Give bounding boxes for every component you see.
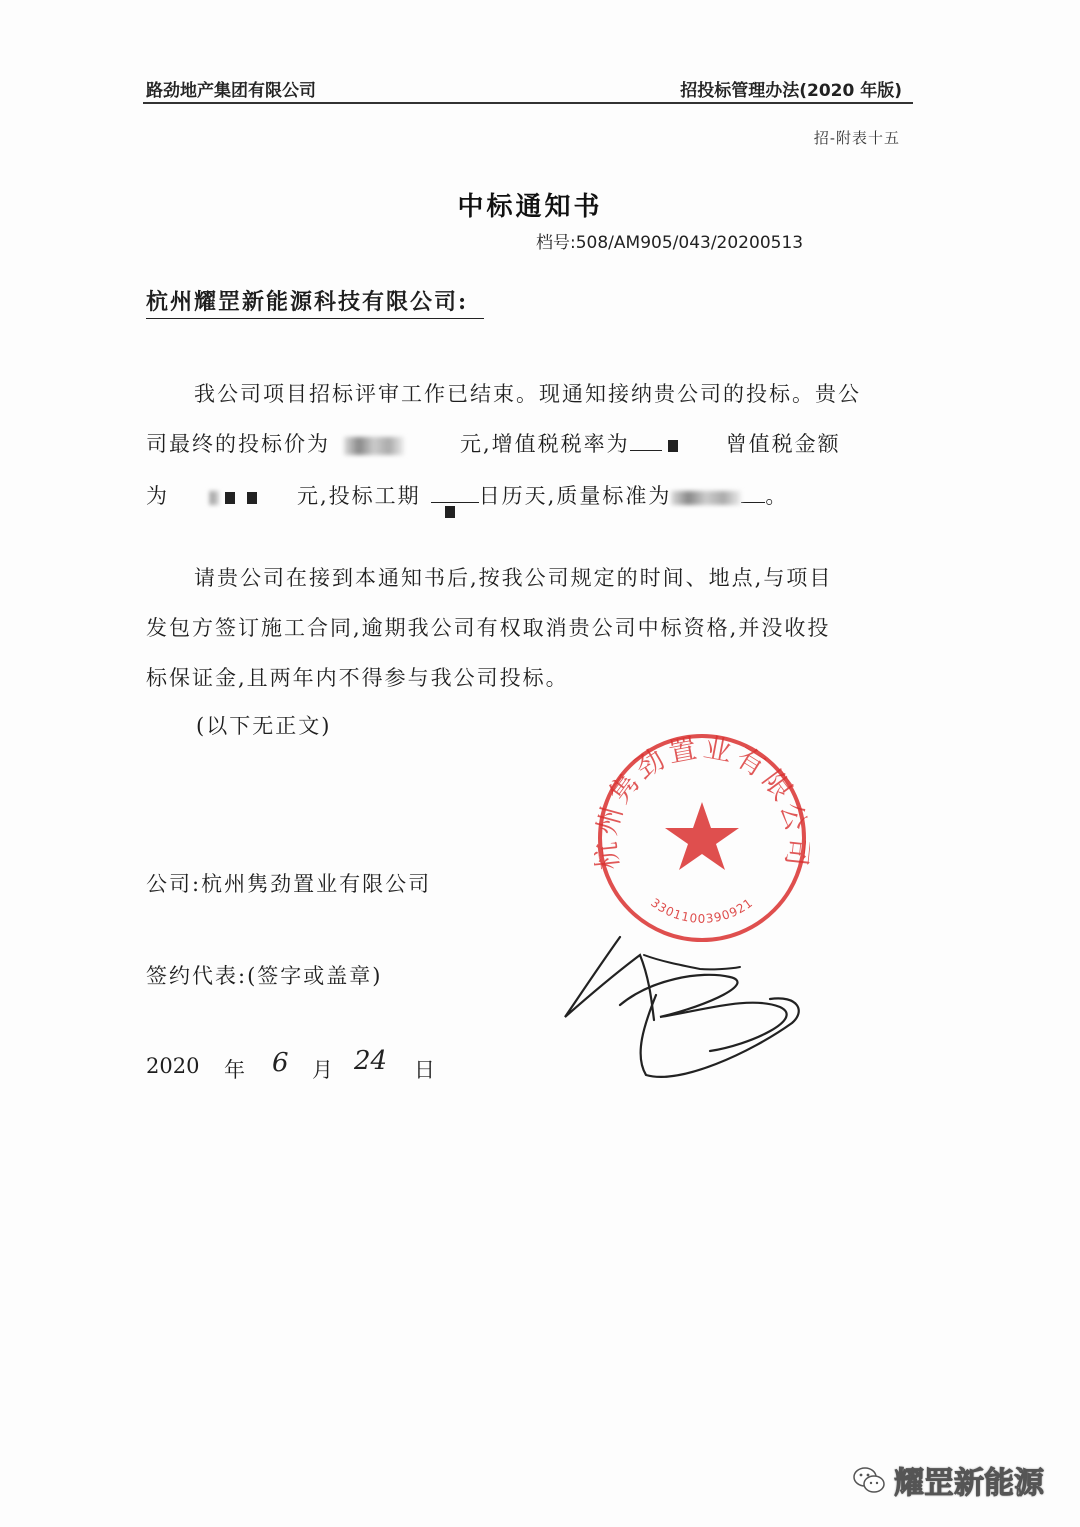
date-year-label: 年 <box>224 1058 245 1082</box>
para1-text-quality: 日历天,质量标准为 <box>478 484 672 508</box>
redacted-period <box>445 506 455 518</box>
redacted-amount <box>225 492 235 504</box>
para1-line3 <box>146 480 788 510</box>
seal-star-icon <box>665 802 739 870</box>
para1-line2 <box>146 428 841 458</box>
para1-text-for: 为 <box>146 484 169 508</box>
date-day-label: 日 <box>414 1058 435 1082</box>
signing-company: 公司:杭州隽劲置业有限公司 <box>146 872 432 896</box>
redacted-quality <box>671 491 741 505</box>
header-rule <box>143 102 913 104</box>
redacted-price <box>344 437 404 455</box>
para2-line1: 请贵公司在接到本通知书后,按我公司规定的时间、地点,与项目 <box>194 566 833 590</box>
para1-text-period-end: 。 <box>765 484 789 508</box>
seal-code: 3301100390921 <box>648 895 756 926</box>
end-note: (以下无正文) <box>196 714 332 738</box>
seal-graphic <box>594 730 810 946</box>
redacted-tax-rate <box>668 440 678 452</box>
header-company: 路劲地产集团有限公司 <box>146 81 316 101</box>
para1-text-tax-amount: 曾值税金额 <box>725 432 841 456</box>
signing-representative: 签约代表:(签字或盖章) <box>146 964 383 988</box>
header-doc-title: 招投标管理办法(2020 年版) <box>680 81 902 101</box>
period-underline <box>431 502 479 503</box>
document-title: 中标通知书 <box>457 192 603 222</box>
para1-line1: 我公司项目招标评审工作已结束。现通知接纳贵公司的投标。贵公 <box>194 382 861 406</box>
file-number: 档号:508/AM905/043/20200513 <box>536 233 804 253</box>
para1-text-period: 元,投标工期 <box>297 484 421 508</box>
wechat-icon <box>852 1465 886 1495</box>
para1-text-price: 司最终的投标价为 <box>146 432 330 456</box>
date-day: 24 <box>354 1046 388 1076</box>
date-month: 6 <box>272 1048 289 1078</box>
company-seal <box>594 730 810 950</box>
para1-text-tax-rate: 元,增值税税率为 <box>460 432 630 456</box>
recipient: 杭州耀罡新能源科技有限公司: <box>146 285 484 319</box>
svg-text:3301100390921 <box>648 895 756 925</box>
tax-rate-underline <box>630 450 662 451</box>
date-month-label: 月 <box>312 1058 333 1082</box>
handwritten-signature <box>560 925 820 1089</box>
para2-line3: 标保证金,且两年内不得参与我公司投标。 <box>146 666 569 690</box>
signature-graphic <box>560 925 820 1085</box>
seal-text: 隽劲置业有限 <box>602 730 802 810</box>
watermark-text: 耀罡新能源 <box>894 1466 1044 1501</box>
para2-line2: 发包方签订施工合同,逾期我公司有权取消贵公司中标资格,并没收投 <box>146 616 831 640</box>
date-year: 2020 <box>146 1054 200 1078</box>
watermark <box>852 1458 1044 1502</box>
attachment-label: 招-附表十五 <box>813 129 900 147</box>
